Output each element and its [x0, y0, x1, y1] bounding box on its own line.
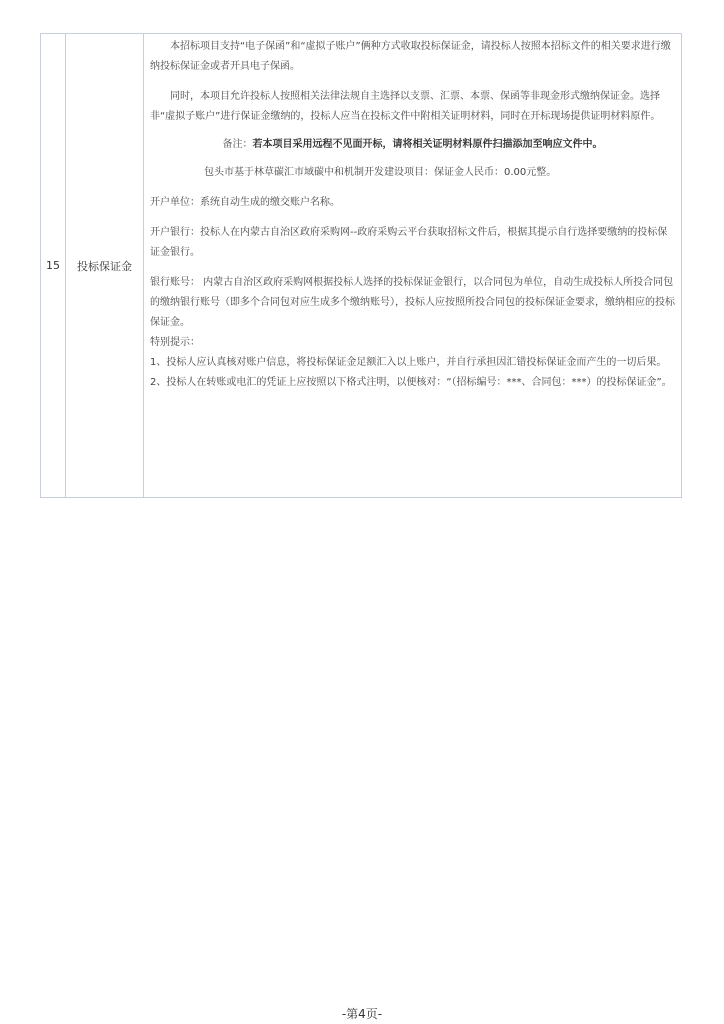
account-name-line: 开户单位：系统自动生成的缴交账户名称。 [150, 197, 340, 208]
content-cell [144, 34, 681, 497]
tip-1: 1、投标人应认真核对账户信息，将投标保证金足额汇入以上账户，并自行承担因汇错投标保证金而产生的一切后果。 [150, 357, 667, 368]
remote-opening-note [150, 135, 675, 155]
row-number: 15 [46, 259, 60, 272]
paragraph-payment-methods: 本招标项目支持“电子保函”和“虚拟子账户”俩种方式收取投标保证金，请投标人按照本招标文件的相关要求进行缴纳投标保证金或者开具电子保函。 [150, 41, 671, 72]
bid-bond-table [40, 33, 682, 498]
tip-2: 2、投标人在转账或电汇的凭证上应按照以下格式注明，以便核对：“（招标编号：***、合同包：***）的投标保证金”。 [150, 377, 672, 388]
paragraph-non-cash: 同时，本项目允许投标人按照相关法律法规自主选择以支票、汇票、本票、保函等非现金形式缴纳保证金。选择非“虚拟子账户”进行保证金缴纳的，投标人应当在投标文件中附相关证明材料，同时在开标现场提供证明材料原件。 [150, 91, 661, 122]
bank-line: 开户银行：投标人在内蒙古自治区政府采购网--政府采购云平台获取招标文件后，根据其提示自行选择要缴纳的投标保证金银行。 [150, 227, 668, 258]
note-label: 备注： [222, 139, 253, 150]
bond-amount-line: 包头市基于林草碳汇市域碳中和机制开发建设项目：保证金人民币：0.00元整。 [204, 167, 557, 178]
account-number-line: 银行账号： 内蒙古自治区政府采购网根据投标人选择的投标保证金银行，以合同包为单位，自动生成投标人所投合同包的缴纳银行账号（即多个合同包对应生成多个缴纳账号），投标人应按照所投合同包的投标保证金要求，缴纳相应的投标保证金。 [150, 277, 675, 328]
row-number-cell [41, 34, 66, 497]
note-text: 若本项目采用远程不见面开标，请将相关证明材料原件扫描添加至响应文件中。 [252, 139, 603, 150]
item-name: 投标保证金 [77, 259, 132, 273]
page-number: -第4页- [341, 1007, 383, 1021]
item-name-cell [66, 34, 144, 497]
special-tips-title: 特别提示： [150, 337, 200, 348]
